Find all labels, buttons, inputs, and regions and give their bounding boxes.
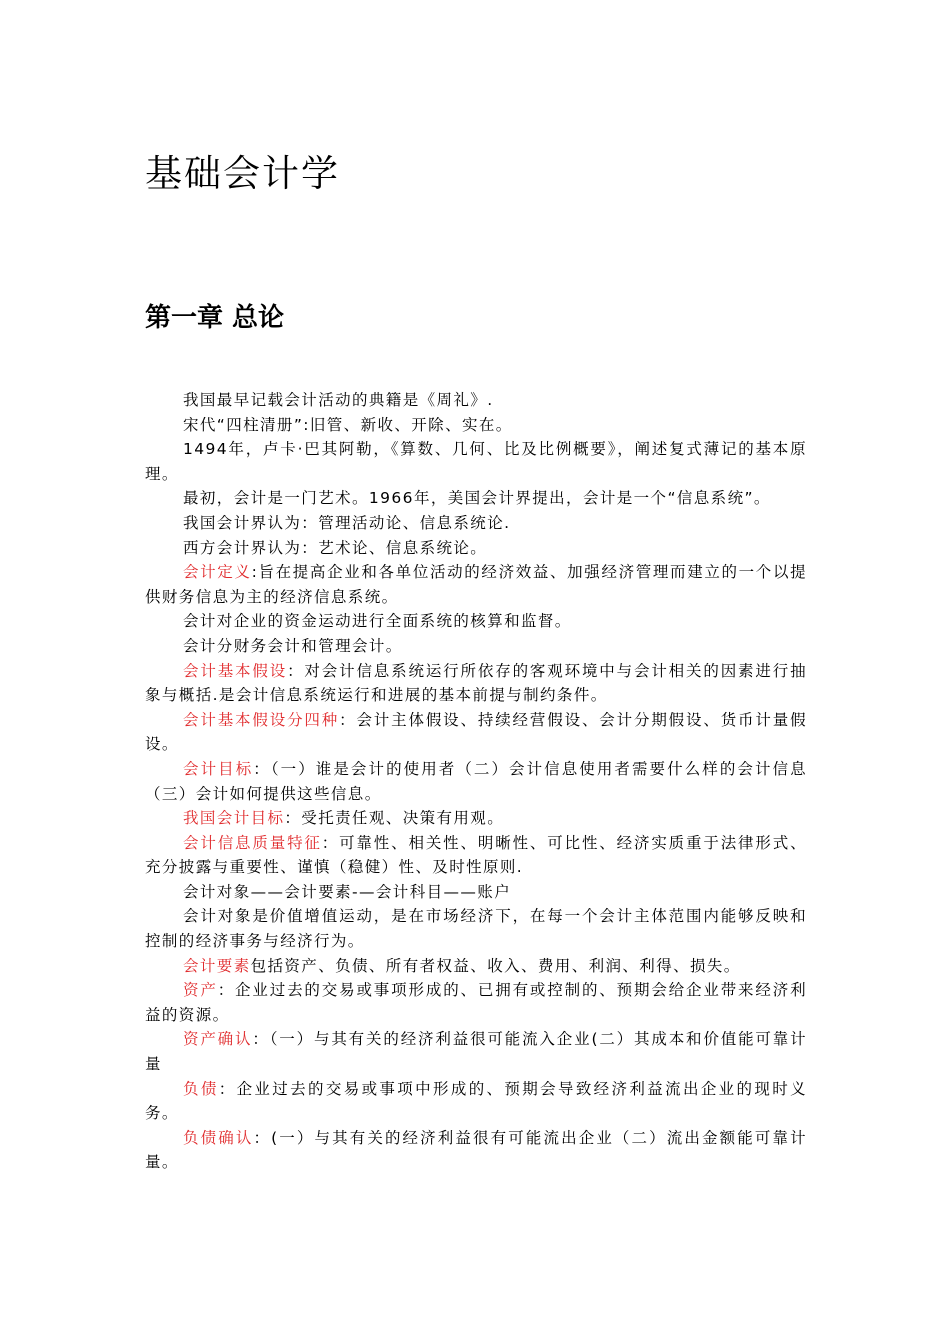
paragraph xyxy=(145,806,807,831)
paragraph xyxy=(145,1126,807,1175)
paragraph xyxy=(145,560,807,609)
paragraph-text: ：（一）与其有关的经济利益很可能流入企业(二）其成本和价值能可靠计量 xyxy=(145,1030,807,1074)
paragraph-text: ：企业过去的交易或事项形成的、已拥有或控制的、预期会给企业带来经济利益的资源。 xyxy=(145,981,807,1024)
paragraph xyxy=(145,880,807,905)
paragraph-text: ：(一）与其有关的经济利益很有可能流出企业（二）流出金额能可靠计量。 xyxy=(145,1128,807,1172)
highlighted-term: 资产确认 xyxy=(183,1030,253,1049)
body-text xyxy=(145,388,807,1175)
paragraph xyxy=(145,659,807,708)
paragraph xyxy=(145,413,807,438)
paragraph-text: ：可靠性、相关性、明晰性、可比性、经济实质重于法律形式、充分披露与重要性、谨慎（稳健）性、及时性原则. xyxy=(145,833,807,877)
document-title: 基础会计学 xyxy=(145,152,340,195)
paragraph-text: ：受托责任观、决策有用观。 xyxy=(284,809,505,828)
paragraph xyxy=(145,978,807,1027)
highlighted-term: 会计定义 xyxy=(183,563,252,582)
paragraph xyxy=(145,831,807,880)
paragraph xyxy=(145,1027,807,1076)
highlighted-term: 负债确认 xyxy=(183,1128,254,1147)
highlighted-term: 我国会计目标 xyxy=(183,809,285,828)
paragraph xyxy=(145,708,807,757)
paragraph-text: 会计对企业的资金运动进行全面系统的核算和监督。 xyxy=(183,612,572,631)
paragraph xyxy=(145,757,807,806)
highlighted-term: 资产 xyxy=(183,981,218,1000)
paragraph xyxy=(145,486,807,511)
paragraph xyxy=(145,511,807,536)
paragraph-text: 最初，会计是一门艺术。1966年，美国会计界提出，会计是一个“信息系统”。 xyxy=(183,489,771,508)
paragraph xyxy=(145,609,807,634)
highlighted-term: 会计基本假设分四种 xyxy=(183,710,340,729)
paragraph-text: 西方会计界认为：艺术论、信息系统论。 xyxy=(183,538,488,557)
highlighted-term: 会计信息质量特征 xyxy=(183,833,322,852)
paragraph xyxy=(145,904,807,953)
paragraph xyxy=(145,536,807,561)
paragraph-text: 我国最早记载会计活动的典籍是《周礼》. xyxy=(183,391,494,409)
paragraph xyxy=(145,634,807,659)
highlighted-term: 会计要素 xyxy=(183,956,251,975)
paragraph-text: ：企业过去的交易或事项中形成的、预期会导致经济利益流出企业的现时义务。 xyxy=(145,1079,807,1123)
paragraph-text: 会计对象——会计要素-—会计科目——账户 xyxy=(183,882,512,901)
paragraph-text: 我国会计界认为：管理活动论、信息系统论. xyxy=(183,513,511,532)
paragraph xyxy=(145,388,807,413)
paragraph-text: 包括资产、负债、所有者权益、收入、费用、利润、利得、损失。 xyxy=(250,956,741,975)
paragraph-text: 宋代“四柱清册”:旧管、新收、开除、实在。 xyxy=(183,415,513,434)
highlighted-term: 负债 xyxy=(183,1079,219,1098)
paragraph-text: :旨在提高企业和各单位活动的经济效益、加强经济管理而建立的一个以提供财务信息为主的经济信息系统。 xyxy=(145,563,807,606)
paragraph-text: 1494年，卢卡·巴其阿勒，《算数、几何、比及比例概要》，阐述复式薄记的基本原理。 xyxy=(145,440,807,483)
paragraph-text: 会计分财务会计和管理会计。 xyxy=(183,636,403,655)
paragraph-text: 会计对象是价值增值运动，是在市场经济下，在每一个会计主体范围内能够反映和控制的经济事务与经济行为。 xyxy=(145,907,807,951)
paragraph xyxy=(145,954,807,979)
paragraph-text: ：（一）谁是会计的使用者（二）会计信息使用者需要什么样的会计信息（三）会计如何提供这些信息。 xyxy=(145,759,807,803)
highlighted-term: 会计基本假设 xyxy=(183,661,288,680)
paragraph-text: ：对会计信息系统运行所依存的客观环境中与会计相关的因素进行抽象与概括.是会计信息系统运行和进展的基本前提与制约条件。 xyxy=(145,661,807,705)
chapter-heading: 第一章 总论 xyxy=(145,303,285,333)
paragraph xyxy=(145,437,807,486)
paragraph xyxy=(145,1077,807,1126)
highlighted-term: 会计目标 xyxy=(183,759,254,778)
paragraph-text: ：会计主体假设、持续经营假设、会计分期假设、货币计量假设。 xyxy=(145,710,807,754)
